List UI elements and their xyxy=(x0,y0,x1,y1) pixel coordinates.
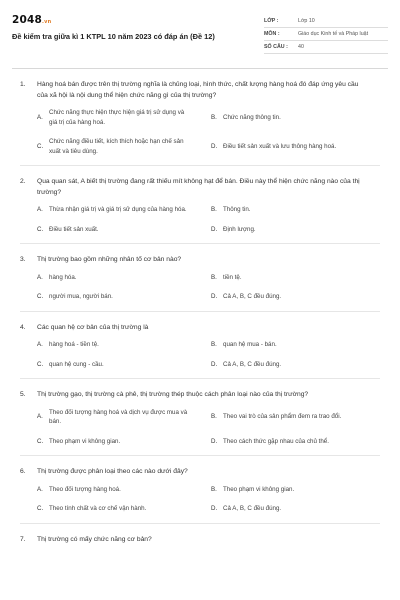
question-stem xyxy=(20,323,380,334)
question-text: Thị trường bao gồm những nhân tố cơ bản nào? xyxy=(37,256,182,263)
question-text: Các quan hệ cơ bản của thị trường là xyxy=(37,323,149,331)
option-text: Theo tính chất và cơ chế vận hành. xyxy=(49,505,147,512)
option-a[interactable] xyxy=(37,108,211,127)
option-text: Chức năng thông tin. xyxy=(223,113,281,121)
header-divider xyxy=(12,68,388,69)
option-letter: A. xyxy=(37,341,43,348)
option-text: Cả A, B, C đều đúng. xyxy=(223,505,282,512)
option-d[interactable] xyxy=(211,225,381,235)
option-b[interactable] xyxy=(211,408,381,427)
question-divider xyxy=(20,455,380,456)
question-number: 3. xyxy=(20,256,26,263)
header-left xyxy=(12,14,247,64)
page-title: Đề kiểm tra giữa kì 1 KTPL 10 năm 2023 có đáp án (Đề 12) xyxy=(12,32,215,41)
question-6 xyxy=(20,467,380,524)
option-c[interactable] xyxy=(37,437,211,447)
meta-label: SỐ CÂU : xyxy=(264,44,288,50)
option-text: Theo đối tượng hàng hoá. xyxy=(49,485,121,493)
meta-value: Giáo dục Kinh tế và Pháp luật xyxy=(298,31,369,37)
question-4 xyxy=(20,323,380,380)
meta-value: 40 xyxy=(298,44,304,50)
option-grid xyxy=(20,108,380,156)
option-grid xyxy=(20,205,380,234)
question-5 xyxy=(20,390,380,456)
option-text: người mua, người bán. xyxy=(49,293,113,300)
option-a[interactable] xyxy=(37,408,211,427)
option-b[interactable] xyxy=(211,108,381,127)
meta-panel xyxy=(264,15,388,64)
question-divider xyxy=(20,311,380,312)
option-a[interactable] xyxy=(37,485,211,495)
option-text: Theo phạm vi không gian. xyxy=(223,485,295,493)
option-c[interactable] xyxy=(37,137,211,156)
option-b[interactable] xyxy=(211,340,381,350)
question-2 xyxy=(20,177,380,244)
option-grid xyxy=(20,340,380,369)
option-text: tiền tệ. xyxy=(223,273,242,281)
option-text: Điều tiết sản xuất và lưu thông hàng hoá. xyxy=(223,142,337,150)
question-text: Thị trường có mấy chức năng cơ bản? xyxy=(37,535,152,543)
option-d[interactable] xyxy=(211,504,381,514)
option-a[interactable] xyxy=(37,340,211,350)
question-7 xyxy=(20,535,380,546)
question-number: 4. xyxy=(20,323,26,331)
option-letter: C. xyxy=(37,293,44,300)
question-stem xyxy=(20,255,380,266)
option-text: hàng hóa. xyxy=(49,273,77,281)
option-text: Cả A, B, C đều đúng. xyxy=(223,293,282,300)
question-text: Thị trường được phân loại theo các nào dưới đây? xyxy=(37,468,188,475)
option-text: Cả A, B, C đều đúng. xyxy=(223,360,282,368)
option-grid xyxy=(20,408,380,447)
meta-row-subject xyxy=(264,28,388,41)
question-stem xyxy=(20,390,380,401)
option-text: Chức năng điều tiết, kích thích hoặc hạn chế sản xuất và tiêu dùng. xyxy=(49,138,184,155)
option-b[interactable] xyxy=(211,205,381,215)
meta-row-grade xyxy=(264,15,388,28)
option-text: quan hệ mua - bán. xyxy=(223,341,277,348)
logo-main: 2048 xyxy=(12,14,43,26)
option-grid xyxy=(20,273,380,302)
option-letter: D. xyxy=(211,505,218,512)
option-text: Định lượng. xyxy=(223,225,256,233)
option-letter: D. xyxy=(211,437,218,445)
meta-label: MÔN : xyxy=(264,31,280,37)
option-c[interactable] xyxy=(37,360,211,370)
question-text: Qua quan sát, A biết thị trường đang rất thiếu mít không hạt để bán. Điều này thể hiện chức năng nào của thị trường? xyxy=(37,178,360,196)
option-d[interactable] xyxy=(211,292,381,302)
question-divider xyxy=(20,378,380,379)
option-b[interactable] xyxy=(211,485,381,495)
option-d[interactable] xyxy=(211,137,381,156)
meta-row-count xyxy=(264,41,388,54)
option-letter: C. xyxy=(37,360,44,368)
question-stem xyxy=(20,177,380,198)
option-text: Theo cách thức gặp nhau của chủ thể. xyxy=(223,437,329,445)
option-letter: C. xyxy=(37,225,44,233)
question-number: 1. xyxy=(20,81,26,88)
option-letter: B. xyxy=(211,485,217,493)
question-list xyxy=(12,80,388,545)
option-text: quan hệ cung - cầu. xyxy=(49,360,104,368)
option-b[interactable] xyxy=(211,273,381,283)
question-divider xyxy=(20,243,380,244)
meta-value: Lớp 10 xyxy=(298,18,315,24)
option-letter: B. xyxy=(211,273,217,281)
option-text: Theo vai trò của sản phẩm đem ra trao đổi. xyxy=(223,413,342,421)
option-c[interactable] xyxy=(37,504,211,514)
option-letter: A. xyxy=(37,413,43,421)
question-number: 2. xyxy=(20,178,26,185)
option-d[interactable] xyxy=(211,437,381,447)
question-stem xyxy=(20,535,380,546)
question-number: 6. xyxy=(20,468,26,475)
option-grid xyxy=(20,485,380,514)
option-text: Thông tin. xyxy=(223,206,251,213)
option-letter: D. xyxy=(211,225,218,233)
option-a[interactable] xyxy=(37,273,211,283)
option-letter: A. xyxy=(37,206,43,213)
question-stem xyxy=(20,467,380,478)
option-letter: A. xyxy=(37,485,43,493)
option-text: Điều tiết sản xuất. xyxy=(49,225,99,233)
option-letter: B. xyxy=(211,341,217,348)
question-stem xyxy=(20,80,380,101)
option-text: Thừa nhận giá trị và giá trị sử dụng của hàng hóa. xyxy=(49,206,187,213)
option-letter: D. xyxy=(211,360,218,368)
option-letter: C. xyxy=(37,505,44,512)
option-text: hàng hoá - tiền tệ. xyxy=(49,341,99,348)
site-logo[interactable] xyxy=(12,14,247,26)
option-letter: C. xyxy=(37,437,44,445)
option-letter: B. xyxy=(211,206,217,213)
option-a[interactable] xyxy=(37,205,211,215)
option-letter: B. xyxy=(211,113,217,121)
option-letter: D. xyxy=(211,293,218,300)
option-text: Theo phạm vi không gian. xyxy=(49,437,121,445)
option-letter: A. xyxy=(37,113,43,121)
question-number: 7. xyxy=(20,535,26,543)
option-text: Theo đối tượng hàng hoá và dịch vụ được mua và bán. xyxy=(49,408,188,425)
meta-label: LỚP : xyxy=(264,18,279,24)
option-d[interactable] xyxy=(211,360,381,370)
option-letter: A. xyxy=(37,273,43,281)
option-letter: D. xyxy=(211,142,218,150)
question-number: 5. xyxy=(20,391,26,398)
option-text: Chức năng thực hiện thực hiện giá trị sử dụng và giá trị của hàng hoá. xyxy=(49,109,185,126)
option-letter: C. xyxy=(37,142,44,150)
option-c[interactable] xyxy=(37,225,211,235)
option-c[interactable] xyxy=(37,292,211,302)
question-divider xyxy=(20,165,380,166)
option-letter: B. xyxy=(211,413,217,421)
question-divider xyxy=(20,523,380,524)
question-text: Hàng hoá bán được trên thị trường nghĩa là chủng loại, hình thức, chất lượng hàng hoá đó đáp ứng yêu cầu của xã hội là nội dung thể hiện chức năng gì của thị trường? xyxy=(37,81,359,99)
question-text: Thị trường gạo, thị trường cà phê, thị trường thép thuộc cách phân loại nào của thị trường? xyxy=(37,391,309,398)
header xyxy=(12,0,388,64)
question-3 xyxy=(20,255,380,312)
question-1 xyxy=(20,80,380,166)
logo-suffix: .vn xyxy=(42,19,52,25)
